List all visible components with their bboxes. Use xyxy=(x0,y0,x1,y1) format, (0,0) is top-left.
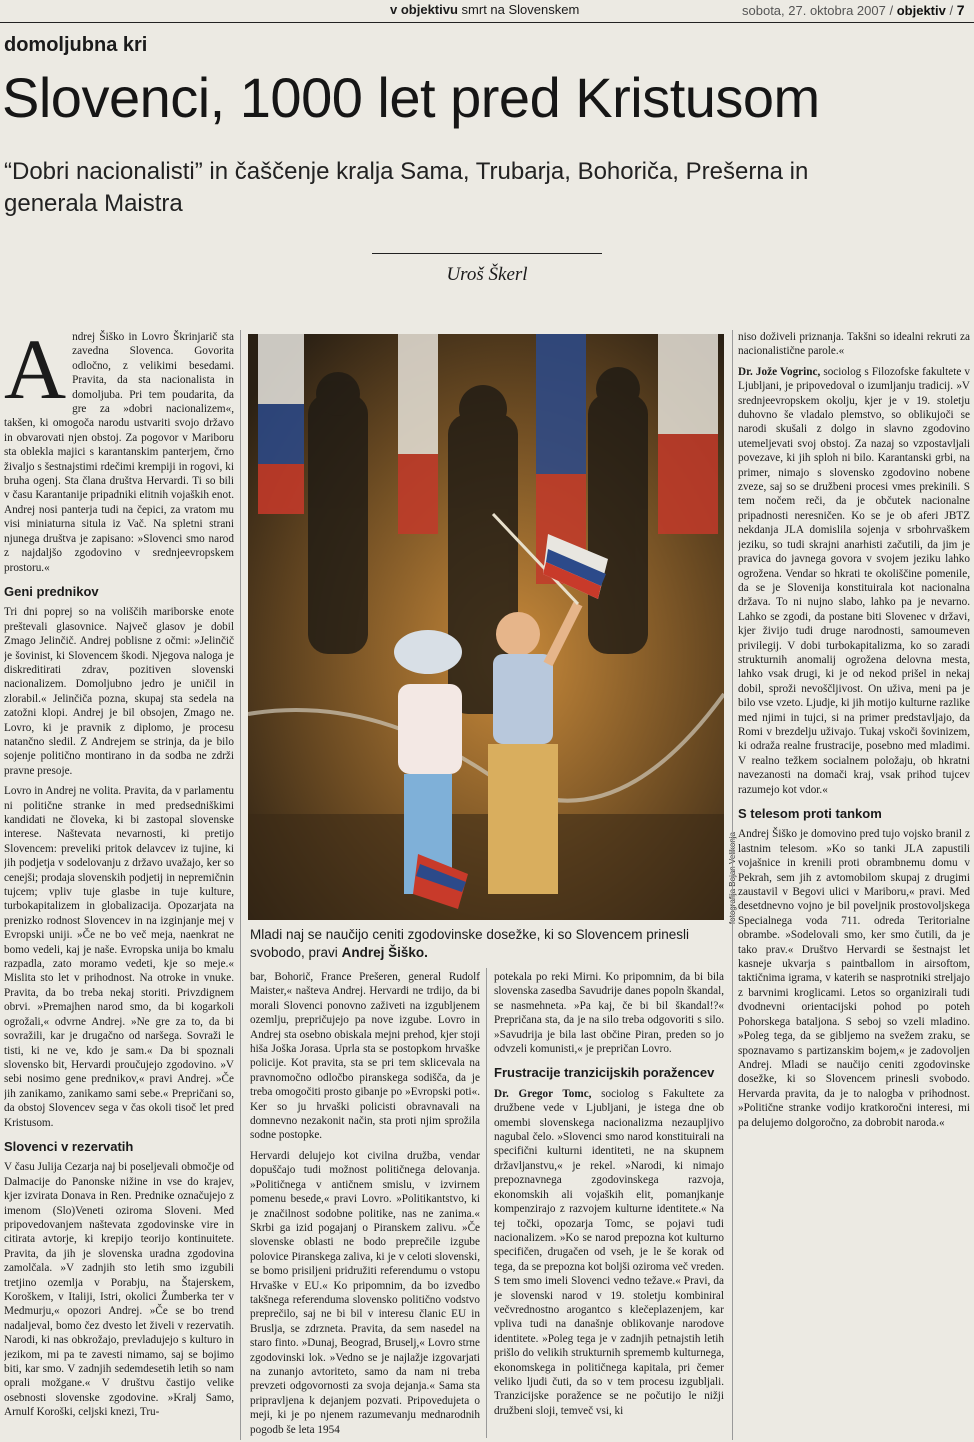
drop-cap: A xyxy=(4,330,67,417)
paragraph: Lovro in Andrej ne volita. Pravita, da v parlamentu ni politične stranke in med predsedniškimi kandidati ne človeka, ki bi zastopal slovenske interese. Naštevata nevarnosti, ki pretijo Slovencem: preveliki pritok delavcev iz tujine, ki jih podjetja v sodelovanju z državo uvažajo, ker so cenejši; prodaja slovenskih podjetij in nepremičnin tujcem; vpliv tuje glasbe in tuje kulture, turbokapitalizem in globalizacija. Opozarjata na prenizko rodnost Slovencev in na izginjanje mej v Evropski uniji. »Če ne bo več meja, naenkrat ne bomo vedeli, kaj je naše. Evropska unija bo kmalu razpadla, zato moramo vedeti, kje so meje.« Mislita sto let v prihodnost. Na otroke in vnuke. Pravita, da bo treba nekaj storiti. Privzdignem obrvi. »Premajhen narod smo, da bi kogarkoli ogrožali,« odvrne Andrej. »Ne gre za to, da bi sovražili, kar je drugačno od naršega. Sovraži le tisti, ki ne ve, kdo je sam.« Da bi spoznali slovensko bit, Hervardi proučujejo zgodovino. »V sebi nosimo gene prednikov,« pravi Andrej. »Če jih zanikamo, zanikamo sami sebe.« Prepričani so, da obstoj Slovencev sega v čas okoli tisoč let pred Kristusom. xyxy=(4,785,234,1129)
paragraph: Andrej Šiško je domovino pred tujo vojsko branil z lastnim telesom. »Ko so tanki JLA zapustili vojašnice in krenili proti obrambnemu domu v Pekrah, sem jih z avtomobilom skupaj z drugimi zaustavil v Begovi ulici v Mariboru,« pravi. Med desetdnevno vojno je bil poveljnik prostovoljskega Specialnega voda 711. odreda Teritorialne obrambe. »Sodelovali smo, ker smo čutili, da je tako prav.« Društvo Hervardi se šestnajst let kasneje ukvarja s paintballom in airsoftom, taktičnima igrama, v katerih se nasprotniki streljajo z barvnimi kroglicami. Letos so organizirali tudi dvodnevni orientacijski pohod po poteh Pohorskega bataljona. S seboj so vzeli mladino. »Poleg tega, da se gibljemo na svežem zraku, se spoznavamo s partizanskim bojem,« je zadovoljen Andrej. Mladi se naučijo ceniti zgodovinske dosežke, ki so Slovencem prinesli svobodo. Hervarda pravita, da je to nalogba v prihodnost. »Politične stranke vodijo kratkoročni interesi, mi pa delujemo dolgoročno, za dobrobit naroda.« xyxy=(738,828,970,1129)
caption-name: Andrej Šiško. xyxy=(341,945,428,960)
column-divider xyxy=(486,968,487,1438)
paragraph: Tri dni poprej so na voliščih mariborske enote preštevali glasovnice. Največ glasov je dobil Zmago Jelinčič. Andrej poblisne z očmi: »Jelinčič je šovinist, ki Slovencem škodi. Njegova naloga je diskreditirati zdrav, pozitiven slovenski nacionalizem. Domoljubno jedro je uničil in zlorabil.« Jelinčiča pozna, skupaj sta sedela na zatožni klopi. Andrej je bil obsojen, Zmago ne. Lovro, ki je pravnik z diplomo, je procesu natančno sledil. Z Andrejem se strinja, da je bilo sojenje politično montirano in da sodba ne zdrži pravne presoje. xyxy=(4,606,234,777)
paragraph: bar, Bohorič, France Prešeren, general Rudolf Maister,« našteva Andrej. Hervardi ne trdijo, da bi morali Slovenci ponovno zaživeti na izgubljenem ozemlju, prepričujejo pa nove izgube. Lovro in Andrej sta osebno obiskala mejni prehod, kjer stoji hiša Joška Jorasa. Uprla sta se postopkom hrvaške policije. Kot pravita, sta se pri tem sklicevala na pravnomočno odločbo piranskega sodišča, da je treba omogočiti prosto gibanje po »Evropski poti«. Ker so ju hrvaški policisti obravnavali na domnevno nezakonit način, sta proti njim sprožila sodne postopke. xyxy=(250,971,480,1142)
page-label: objektiv xyxy=(896,3,946,18)
column-2 xyxy=(250,970,480,1440)
paragraph-text: sociolog s Fakultete za družbene vede v Ljubljani, je istega dne ob omembi slovenskega nacionalizma nezaupljivo nagubal čelo. »Slovenci smo narod konstituirali na specifični kulturni identiteti, ne na skupnem državljanstvu,« je rekel. »Narodi, ki nimajo prepoznavnega zgodovinskega razvoja, ekonomskih ali vojaških elit, pomanjkanje kompenzirajo z razvojem kulturne identitete.« Na tej točki, opozarja Tomc, se pojavi tudi nacionalizem. »Ko se narod prepozna kot kulturno specifičen, drugačen od vseh, je le še korak od tega, da se prepozna kot boljši oziroma več vreden. S tem smo imeli Slovenci vedno težave.« Pravi, da je slovenski narod v 19. stoletju kombiniral večvrednostno arogantco s klečeplazenjem, kar vpliva tudi na današnje oblikovanje narodove identitete. »Poleg tega je v zadnjih petnajstih letih prišlo do velikih strukturnih sprememb kulturnega, ekonomskega in političnega kapitala, pri čemer veliko ljudi čuti, da so v tem procesu izgubljali. Tranzicijske poražence se ne počutijo le nižji družbeni sloji, temveč vsi, ki xyxy=(494,1087,724,1417)
page-number: 7 xyxy=(956,2,965,18)
paragraph-text: sociolog s Filozofske fakultete v Ljubljani, je pripovedoval o izumljanju tradicij. »V srednjeevropskem okolju, kjer je v 19. stoletju duhovno še vladalo plemstvo, so oblikujoči se narodi skušali z dolgo in slavno zgodovino utemeljevati svoj obstoj. Za nazaj so vzpostavljali povezave, ki jih sploh ni bilo. Karantanski grbi, na primer, nimajo s slovensko zgodovino nobene zveze, saj so se družbeni procesi vmes prekinili. S tem nočem reči, da je občutek nacionalne pripadnosti neresničen. Ko se je ob aferi JBTZ nekdanja JLA domislila sojenja v srbohrvaškem jeziku, so tudi skrajni anarhisti začutili, da jim je pravica do javnega govora v svojem jeziku lahko ogrožena. Vendar so hkrati te okoliščine pomenile, da se je Slovenija konstituirala kot nacionalna država. To ni nujno slabo, lahko pa je nevarno. Lahko se zgodi, da postane biti Slovenec v državi, kjer živijo tudi druge narodnosti, samoumeven privilegij. V dobi turbokapitalizma, ko so zaradi strukturnih anomalij ogrožena delovna mesta, lahko vsak drugi, ki je od nekod prišel in nekaj dobil, sproži nevoščljivost. On uživa, meni pa je bilo vse vzeto. Ljudje, ki jih motijo kulturne razlike med njimi in tujci, si na primer predstavljajo, da Romi v brezdelju uživajo. Tukaj vskoči šovinizem, ki odraža realne frustracije, posebno med mladimi. V realno težkem socialnem položaju, ob hkratni navezanosti na domači kraj, vsak prihod tujcev razumejo kot vdor.« xyxy=(738,365,970,796)
intro-paragraph xyxy=(4,330,234,575)
column-3 xyxy=(494,970,724,1440)
paragraph: potekala po reki Mirni. Ko pripomnim, da bi bila slovenska zasedba Savudrije danes popoln škandal, se nasmehneta. »Pa kaj, če bi bil škandal!?« Prepričana sta, da je na silo treba odgovoriti s silo. »Savudrija je bila last občine Piran, preden so jo odvzeli komunisti,« je prepričan Lovro. xyxy=(494,971,724,1056)
paragraph xyxy=(494,1087,724,1418)
source-name: Dr. Jože Vogrinc, xyxy=(738,365,821,378)
article-subhead: “Dobri nacionalisti” in čaščenje kralja Sama, Trubarja, Bohoriča, Prešerna in generala Maistra xyxy=(4,158,809,217)
section-rest: smrt na Slovenskem xyxy=(461,2,580,17)
column-1 xyxy=(4,330,234,1442)
subheading-frustracije: Frustracije tranzicijskih poražencev xyxy=(494,1065,715,1081)
separator: / xyxy=(889,3,894,18)
subheading-slovenci-v-rezervatih: Slovenci v rezervatih xyxy=(4,1138,134,1154)
issue-date: sobota, 27. oktobra 2007 xyxy=(742,3,886,18)
photo-credit xyxy=(728,832,738,924)
column-4 xyxy=(738,330,970,1440)
subheading-geni-prednikov: Geni prednikov xyxy=(4,583,99,599)
column-divider xyxy=(240,330,241,1440)
issue-date-line xyxy=(742,2,965,18)
paragraph xyxy=(738,365,970,797)
byline-rule xyxy=(372,253,602,254)
separator: / xyxy=(949,3,954,18)
paragraph: V času Julija Cezarja naj bi poseljevali območje od Dalmacije do Panonske nižine in vse do krajev, kjer izvirata Donava in Ren. Prednike označujejo z imenom (Slo)Veneti oziroma Sloveni. Med pripovedovanjem naštevata zgodovinske vire in citirata avtorje, ki krepijo teorijo kontinuitete. Pravita, da jih je slovenska uradna zgodovina zamolčala. »V zadnjih sto letih smo izgubili tretjino ozemlja v Porabju, na Štajerskem, Koroškem, v Italiji, Istri, okolici Žumberka ter v Medmurju,« opozori Andrej. »Če se bo trend nadaljeval, bomo čez dvesto let živeli v rezervatih. Narodi, ki nas obkrožajo, prevladujejo s kulturo in jezikom, mi pa te zavesti nimamo, saj se bojimo biti, kar smo. V zadnjih sedemdesetih letih so nam oprali možgane.« V društvu častijo velike osebnosti slovenske zgodovine. »Kralj Samo, Arnulf Koroški, celjski knezi, Tru- xyxy=(4,1161,234,1419)
column-divider xyxy=(732,330,733,1440)
section-prefix: v objektivu xyxy=(390,2,458,17)
article-photo xyxy=(248,334,724,920)
photo-children-with-flags xyxy=(248,334,724,920)
photo-caption xyxy=(250,926,730,962)
subheading-s-telesom-proti-tankom: S telesom proti tankom xyxy=(738,806,882,821)
paragraph: Hervardi delujejo kot civilna družba, vendar dopuščajo tudi možnost političnega delovanja. »Političnega v antičnem smislu, v izvirnem pomenu besede,« pravi Lovro. »Politikantstvo, ki je značilnost sodobne politike, nas ne zanima.« Skrbi ga izid pogajanj o Piranskem zalivu. »Če slovenske oblasti ne bodo preprečile izgube polovice Piranskega zaliva, ki je v celoti slovenski, se bomo prisiljeni pridružiti referendumu o vstopu Hrvaške v EU.« Ko pripomnim, da bo izvedbo takšnega referenduma slovensko politično vodstvo preprečilo, saj ne bi bil v interesu članic EU in Bruslja, se zdrzneta. Pravita, da sem nasedel na staro finto. »Dunaj, Beograd, Bruselj,« Lovro strne zgodovinski lok. »Vedno se je najlažje izgovarjati na zunanjo avtoriteto, samo da nam ni treba prevzeti odgovornosti za svoja dejanja.« Sama sta pripravljena k dejanjem pozvati. Pripovedujeta o meji, ki je po njenem razumevanju mednarodnih pogodb še leta 1954 xyxy=(250,1149,480,1436)
article-kicker: domoljubna kri xyxy=(4,34,148,56)
source-name: Dr. Gregor Tomc, xyxy=(494,1087,592,1100)
section-label xyxy=(390,2,579,17)
article-headline: Slovenci, 1000 let pred Kristusom xyxy=(2,66,820,129)
page-header xyxy=(0,0,974,23)
article-byline: Uroš Škerl xyxy=(446,264,528,285)
caption-text: Mladi naj se naučijo ceniti zgodovinske dosežke, ki so Slovencem prinesli svobodo, pravi xyxy=(250,927,689,960)
intro-text: ndrej Šiško in Lovro Škrinjarič sta zavedna Slovenca. Govorita odločno, z velikimi besedami. Pravita, da sta nacionalista in domoljuba. Pri tem poudarita, da gre za »dobri nacionalizem«, takšen, ki omogoča narodu ustvariti svojo državo in obvarovati njen obstoj. Za pogovor v Mariboru sta oblekla majici s karantanskim panterjem, črno živaljo s šestnajstimi rdečimi krempiji in rogovi, ki bruha ogenj. Sta člana društva Hervardi. Ti so bili v času Karantanije pripadniki elitnih vojaških enot. Andrej nosi panterja tudi na čepici, za vratom mu visi miniaturna situla iz Vač. Na spletni strani njunega društva je zapisano: »Slovenci smo narod z najdaljšo zgodovino v srednjeevropskem prostoru.« xyxy=(4,331,234,574)
paragraph: niso doživeli priznanja. Takšni so idealni rekruti za nacionalistične parole.« xyxy=(738,331,970,358)
